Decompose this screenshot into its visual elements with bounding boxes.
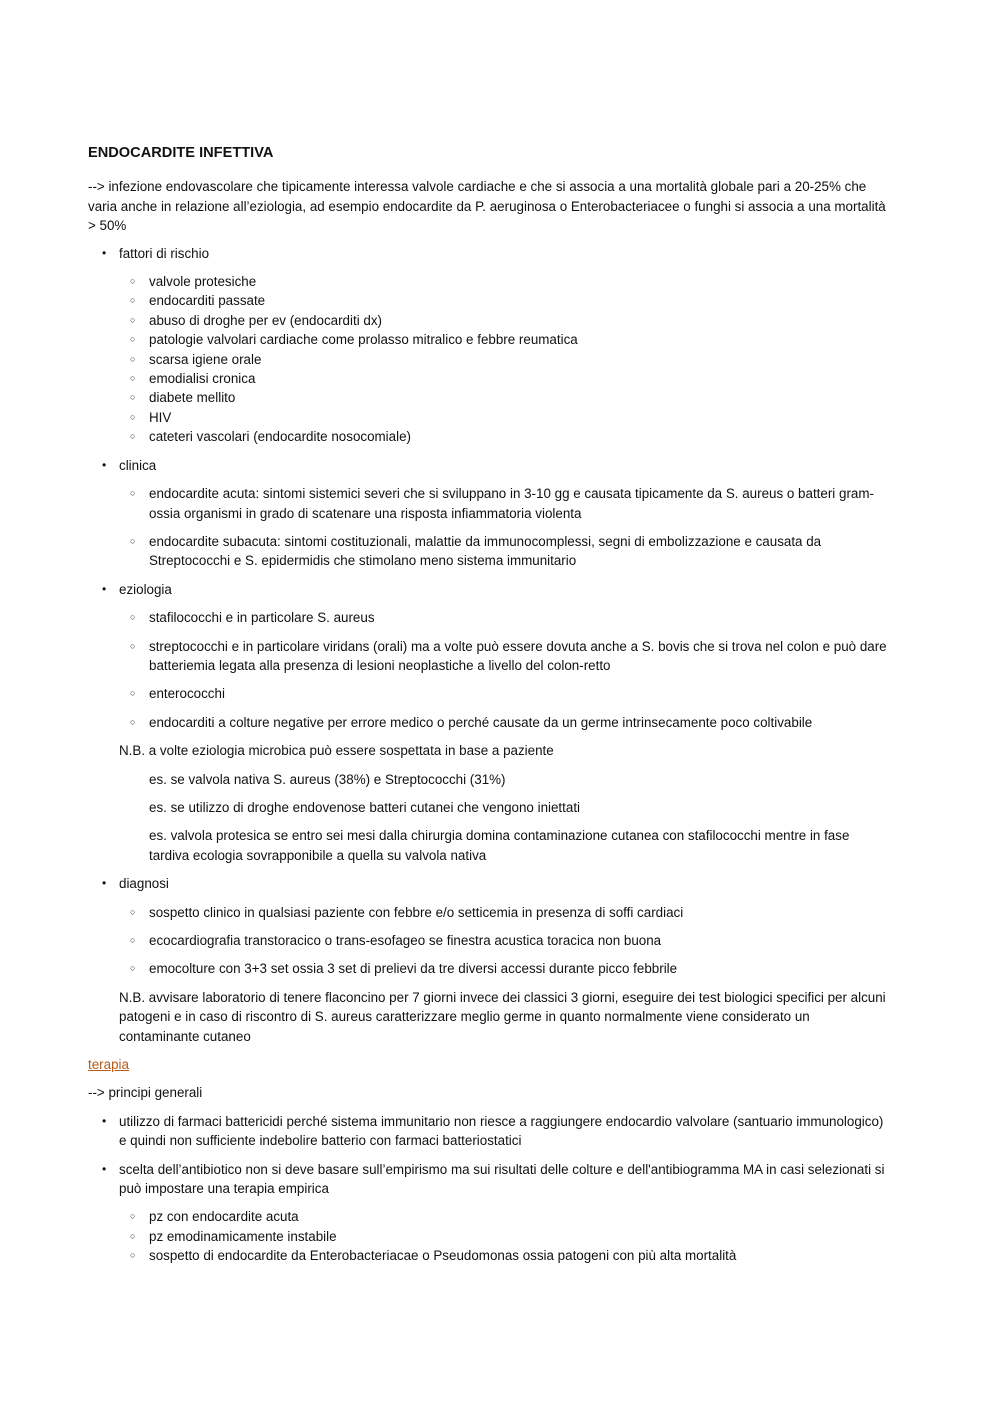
list-item: ○ sospetto clinico in qualsiasi paziente con febbre e/o setticemia in presenza di soffi cardiaci [119,903,888,922]
intro-paragraph: --> infezione endovascolare che tipicamente interessa valvole cardiache e che si associa a una mortalità globale pari a 20-25% che varia anche in relazione all’eziologia, ad esempio endocardite da P. aeruginosa o Enterobacteriacee o funghi si associa a una mortalità > 50% [88,179,886,234]
list-item: ○ endocardite acuta: sintomi sistemici severi che si sviluppano in 3-10 gg e causata tipicamente da S. aureus o batteri gram- ossia organismi in grado di scatenare una risposta infiammatoria violenta [119,484,888,523]
fattori-label: • fattori di rischio [119,245,210,261]
principi-heading: --> principi generali [88,1085,203,1101]
diagnosi-list [119,903,888,979]
list-item: ○ enterococchi [119,684,888,703]
section-fattori [88,244,888,447]
list-item: ○ ecocardiografia transtoracico o trans-esofageo se finestra acustica toracica non buona [119,931,888,950]
list-item: ○ stafilococchi e in particolare S. aureus [119,608,888,627]
document-page [88,144,888,1275]
empirica-list [119,1207,888,1265]
document-title: ENDOCARDITE INFETTIVA [88,145,274,161]
terapia-item-text: utilizzo di farmaci battericidi perché sistema immunitario non riesce a raggiungere endocardio valvolare (santuario immunologico) e quindi non sufficiente indebolire batterio con farmaci batteriostatici [119,1113,884,1149]
clinica-list [119,484,888,571]
list-item: ○ scarsa igiene orale [119,350,888,369]
list-item: ○ pz emodinamicamente instabile [119,1227,888,1246]
list-item: ○ pz con endocardite acuta [119,1207,888,1226]
example-line: es. se valvola nativa S. aureus (38%) e Streptococchi (31%) [149,771,506,787]
eziologia-note: N.B. a volte eziologia microbica può essere sospettata in base a paziente [119,743,554,759]
list-item [88,1160,888,1266]
section-clinica [88,456,888,571]
list-item: ○ HIV [119,408,888,427]
list-item: ○ sospetto di endocardite da Enterobacteriacae o Pseudomonas ossia patogeni con più alta mortalità [119,1246,888,1265]
list-item: ○ patologie valvolari cardiache come prolasso mitralico e febbre reumatica [119,330,888,349]
list-item: ○ cateteri vascolari (endocardite nosocomiale) [119,427,888,446]
list-item: ○ endocarditi a colture negative per errore medico o perché causate da un germe intrinsecamente poco coltivabile [119,713,888,732]
main-list [88,244,888,1046]
fattori-list [119,272,888,447]
diagnosi-label: • diagnosi [119,876,169,892]
terapia-item-text: • scelta dell’antibiotico non si deve basare sull’empirismo ma sui risultati delle colture e dell'antibiogramma MA in casi selezionati si può impostare una terapia empirica [119,1161,885,1197]
list-item: ○ abuso di droghe per ev (endocarditi dx) [119,311,888,330]
list-item [88,1112,888,1151]
list-item: ○ valvole protesiche [119,272,888,291]
list-item: ○ endocarditi passate [119,291,888,310]
terapia-list [88,1112,888,1266]
section-eziologia [88,580,888,865]
list-item: ○ emodialisi cronica [119,369,888,388]
section-diagnosi [88,874,888,1046]
diagnosi-note: N.B. avvisare laboratorio di tenere flaconcino per 7 giorni invece dei classici 3 giorni, eseguire dei test biologici specifici per alcuni patogeni e in caso di riscontro di S. aureus caratterizzare meglio germe in quanto normalmente viene considerato un contaminante cutaneo [119,989,886,1044]
eziologia-label: • eziologia [119,581,172,597]
terapia-link[interactable]: terapia [88,1057,129,1073]
clinica-label: • clinica [119,457,157,473]
list-item: ○ emocolture con 3+3 set ossia 3 set di prelievi da tre diversi accessi durante picco febbrile [119,959,888,978]
eziologia-list [119,608,888,732]
list-item: ○ diabete mellito [119,388,888,407]
example-line: es. valvola protesica se entro sei mesi dalla chirurgia domina contaminazione cutanea con stafilococchi mentre in fase tardiva ecologia sovrapponibile a quella su valvola nativa [149,828,850,863]
example-line: es. se utilizzo di droghe endovenose batteri cutanei che vengono iniettati [149,799,581,815]
list-item: ○ streptococchi e in particolare viridans (orali) ma a volte può essere dovuta anche a S. bovis che si trova nel colon e può dare batteriemia legata alla presenza di lesioni neoplastiche a livello del colon-retto [119,637,888,676]
list-item: ○ endocardite subacuta: sintomi costituzionali, malattie da immunocomplessi, segni di embolizzazione e causata da Streptococchi e S. epidermidis che stimolano meno sistema immunitario [119,532,888,571]
